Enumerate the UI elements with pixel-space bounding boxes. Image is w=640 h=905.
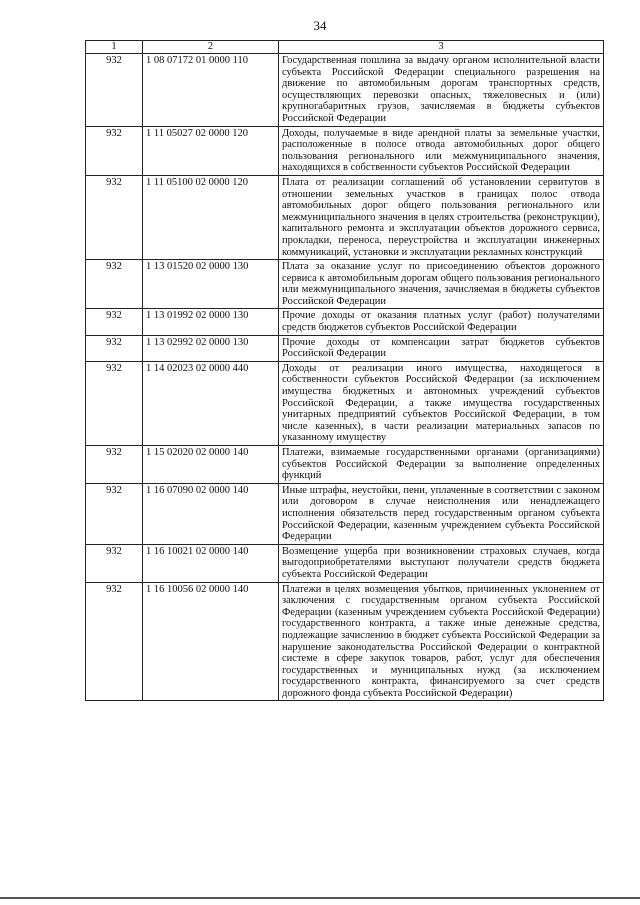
description-cell: Доходы от реализации иного имущества, находящегося в собственности субъектов Российской Федерации (за исключением имущества бюджетных и автономных учреждений субъектов Российской Федерации, а также имущества государственных унитарных предприятий субъектов Российской Федерации, в том числе казенных), в части реализации материальных запасов по указанному имуществу [279,361,604,445]
table-body [86,54,604,701]
admin-code-cell: 932 [86,544,143,582]
budget-code-cell: 1 13 01992 02 0000 130 [143,309,279,335]
table-row [86,309,604,335]
admin-code-cell: 932 [86,483,143,544]
description-cell: Доходы, получаемые в виде арендной платы за земельные участки, расположенные в полосе отвода автомобильных дорог общего пользования регионального или межмуниципального значения, находящихся в собственности субъектов Российской Федерации [279,126,604,175]
table-header [86,41,604,54]
budget-code-cell: 1 13 02992 02 0000 130 [143,335,279,361]
table-row [86,582,604,701]
table-row [86,260,604,309]
header-row [86,41,604,54]
admin-code-cell: 932 [86,446,143,484]
admin-code-cell: 932 [86,175,143,259]
description-cell: Иные штрафы, неустойки, пени, уплаченные в соответствии с законом или договором в случае неисполнения или ненадлежащего исполнения обязательств перед государственным органом субъекта Российской Федерации, казенным учреждением субъекта Российской Федерации [279,483,604,544]
budget-code-cell: 1 11 05027 02 0000 120 [143,126,279,175]
page-number: 34 [313,18,327,33]
table-row [86,175,604,259]
header-col-3: 3 [279,41,604,54]
table-row [86,446,604,484]
budget-code-cell: 1 16 10021 02 0000 140 [143,544,279,582]
description-cell: Возмещение ущерба при возникновении страховых случаев, когда выгодоприобретателями выступают получатели средств бюджета субъекта Российской Федерации [279,544,604,582]
admin-code-cell: 932 [86,361,143,445]
admin-code-cell: 932 [86,309,143,335]
description-cell: Прочие доходы от оказания платных услуг (работ) получателями средств бюджетов субъектов Российской Федерации [279,309,604,335]
description-cell: Прочие доходы от компенсации затрат бюджетов субъектов Российской Федерации [279,335,604,361]
admin-code-cell: 932 [86,335,143,361]
scan-edge-line [0,897,640,899]
description-cell: Платежи, взимаемые государственными органами (организациями) субъектов Российской Федерации за выполнение определенных функций [279,446,604,484]
budget-code-cell: 1 14 02023 02 0000 440 [143,361,279,445]
table-row [86,544,604,582]
budget-code-cell: 1 13 01520 02 0000 130 [143,260,279,309]
header-col-1: 1 [86,41,143,54]
budget-code-cell: 1 11 05100 02 0000 120 [143,175,279,259]
description-cell: Государственная пошлина за выдачу органом исполнительной власти субъекта Российской Федерации специального разрешения на движение по автомобильным дорогам транспортных средств, осуществляющих перевозки опасных, тяжеловесных и (или) крупногабаритных грузов, зачисляемая в бюджеты субъектов Российской Федерации [279,54,604,127]
header-col-2: 2 [143,41,279,54]
admin-code-cell: 932 [86,582,143,701]
table-row [86,126,604,175]
table-row [86,361,604,445]
admin-code-cell: 932 [86,260,143,309]
table-row [86,335,604,361]
budget-code-cell: 1 16 07090 02 0000 140 [143,483,279,544]
description-cell: Плата за оказание услуг по присоединению объектов дорожного сервиса к автомобильным дорогам общего пользования регионального или межмуниципального значения, зачисляемая в бюджеты субъектов Российской Федерации [279,260,604,309]
revenue-codes-table [85,40,604,701]
admin-code-cell: 932 [86,54,143,127]
admin-code-cell: 932 [86,126,143,175]
budget-code-cell: 1 16 10056 02 0000 140 [143,582,279,701]
table-row [86,483,604,544]
description-cell: Платежи в целях возмещения убытков, причиненных уклонением от заключения с государственным органом субъекта Российской Федерации (казенным учреждением субъекта Российской Федерации) государственного контракта, а также иные денежные средства, подлежащие зачислению в бюджет субъекта Российской Федерации за нарушение законодательства Российской Федерации о контрактной системе в сфере закупок товаров, работ, услуг для обеспечения государственных и муниципальных нужд (за исключением государственного контракта, финансируемого за счет средств дорожного фонда субъекта Российской Федерации) [279,582,604,701]
table-row [86,54,604,127]
budget-code-cell: 1 08 07172 01 0000 110 [143,54,279,127]
description-cell: Плата от реализации соглашений об установлении сервитутов в отношении земельных участков в границах полос отвода автомобильных дорог общего пользования регионального или межмуниципального значения в целях строительства (реконструкции), капитального ремонта и эксплуатации объектов дорожного сервиса, прокладки, переноса, переустройства и эксплуатации инженерных коммуникаций, установки и эксплуатации рекламных конструкций [279,175,604,259]
budget-code-cell: 1 15 02020 02 0000 140 [143,446,279,484]
